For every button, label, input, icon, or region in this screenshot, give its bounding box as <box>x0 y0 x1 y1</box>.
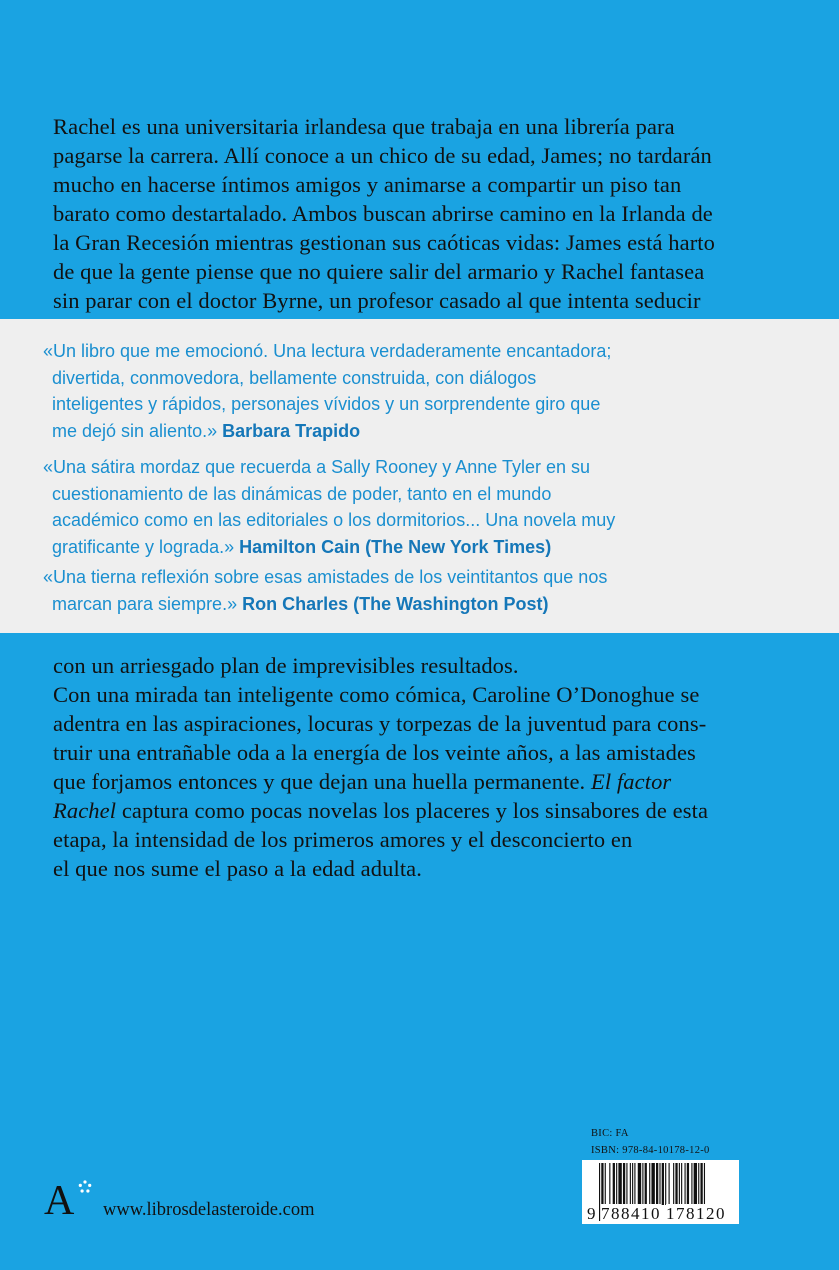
review-quote <box>43 338 803 444</box>
quote-author: Hamilton Cain (The New York Times) <box>239 536 552 557</box>
quote-line: «Una tierna reflexión sobre esas amistades de los veintitantos que nos <box>43 567 608 587</box>
asterisk-logo-icon <box>78 1180 92 1194</box>
description-line: truir una entrañable oda a la energía de los veinte años, a las amistades <box>53 740 696 765</box>
barcode-bar <box>634 1163 635 1205</box>
barcode-bar <box>605 1163 606 1205</box>
quote-line: marcan para siempre.» <box>52 593 238 614</box>
barcode-bar <box>698 1163 699 1205</box>
barcode-bar <box>616 1163 617 1205</box>
barcode-bar <box>673 1163 674 1205</box>
quote-author: Ron Charles (The Washington Post) <box>242 593 549 614</box>
barcode-bar <box>662 1163 664 1205</box>
barcode-bar <box>691 1163 692 1205</box>
barcode-digits-left: 788410 <box>601 1204 661 1223</box>
quote-author: Barbara Trapido <box>222 420 361 441</box>
barcode-bar <box>645 1163 647 1205</box>
description-line: barato como destartalado. Ambos buscan abrirse camino en la Irlanda de <box>53 201 713 226</box>
quote-line: gratificante y lograda.» <box>52 536 235 557</box>
barcode-bar <box>638 1163 641 1205</box>
description-line: captura como pocas novelas los placeres y los sinsabores de esta <box>121 798 709 823</box>
review-quote <box>43 564 803 617</box>
barcode-bar <box>675 1163 677 1205</box>
description-bottom <box>53 651 813 883</box>
description-line: sin parar con el doctor Byrne, un profesor casado al que intenta seducir <box>53 288 701 313</box>
barcode-bar <box>642 1163 643 1205</box>
publisher-logo: A <box>44 1178 75 1224</box>
description-line: adentra en las aspiraciones, locuras y torpezas de la juventud para cons- <box>53 711 707 736</box>
quote-line: académico como en las editoriales o los dormitorios... Una novela muy <box>52 510 616 530</box>
description-line: la Gran Recesión mientras gestionan sus caóticas vidas: James está harto <box>53 230 716 255</box>
description-top <box>53 112 813 315</box>
barcode <box>582 1160 739 1224</box>
quote-line: divertida, conmovedora, bellamente construida, con diálogos <box>52 367 537 388</box>
quote-line: me dejó sin aliento.» <box>52 420 218 441</box>
barcode-bar <box>632 1163 633 1205</box>
barcode-digits-right: 178120 <box>666 1204 726 1223</box>
description-line: Rachel es una universitaria irlandesa que trabaja en una librería para <box>53 114 675 139</box>
quote-line: inteligentes y rápidos, personajes vívidos y un sorprendente giro que <box>52 394 601 414</box>
description-line: mucho en hacerse íntimos amigos y animarse a compartir un piso tan <box>53 172 682 197</box>
barcode-bar <box>694 1163 697 1205</box>
barcode-bar <box>630 1163 631 1205</box>
description-line: el que nos sume el paso a la edad adulta. <box>53 856 422 881</box>
book-title-italic: El factor <box>591 769 672 794</box>
barcode-bar <box>681 1163 682 1205</box>
barcode-bar <box>626 1163 627 1205</box>
description-line: pagarse la carrera. Allí conoce a un chico de su edad, James; no tardarán <box>53 143 712 168</box>
quote-line: «Un libro que me emocionó. Una lectura verdaderamente encantadora; <box>43 341 612 361</box>
barcode-bar <box>685 1163 686 1205</box>
description-line: Con una mirada tan inteligente como cómica, Caroline O’Donoghue se <box>53 682 700 707</box>
barcode-bar <box>609 1163 610 1205</box>
barcode-bar <box>687 1163 689 1205</box>
bic-code: BIC: FA <box>591 1128 629 1139</box>
barcode-bar <box>599 1163 600 1221</box>
barcode-bar <box>659 1163 660 1205</box>
review-quote <box>43 454 803 560</box>
barcode-bar <box>618 1163 621 1205</box>
description-line: etapa, la intensidad de los primeros amores y el desconcierto en <box>53 827 633 852</box>
barcode-bar <box>665 1163 666 1205</box>
quote-line: cuestionamiento de las dinámicas de poder, tanto en el mundo <box>52 483 552 504</box>
barcode-bar <box>613 1163 615 1205</box>
barcode-first-digit: 9 <box>587 1204 596 1223</box>
barcode-bar <box>656 1163 658 1205</box>
description-line: que forjamos entonces y que dejan una huella permanente. <box>53 769 586 794</box>
barcode-bar <box>679 1163 680 1205</box>
isbn-code: ISBN: 978-84-10178-12-0 <box>591 1145 710 1156</box>
publisher-website[interactable]: www.librosdelasteroide.com <box>103 1200 315 1220</box>
barcode-bar <box>669 1163 670 1205</box>
barcode-bar <box>623 1163 625 1205</box>
description-line: con un arriesgado plan de imprevisibles resultados. <box>53 653 519 678</box>
book-title-italic: Rachel <box>53 798 117 823</box>
description-line: de que la gente piense que no quiere salir del armario y Rachel fantasea <box>53 259 705 284</box>
quote-line: «Una sátira mordaz que recuerda a Sally Rooney y Anne Tyler en su <box>43 457 590 477</box>
